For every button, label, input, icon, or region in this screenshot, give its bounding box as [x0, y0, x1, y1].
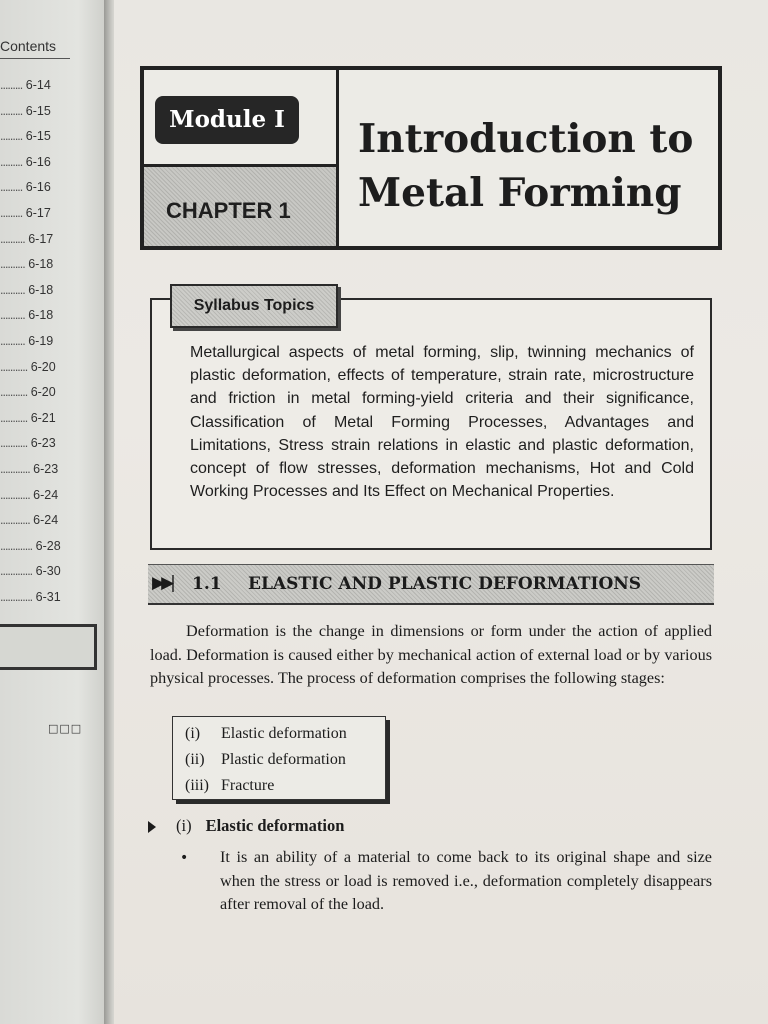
stages-list: [173, 717, 385, 799]
contents-page: [0, 0, 112, 1024]
stages-box: [172, 716, 386, 800]
section-title: ELASTIC AND PLASTIC DEFORMATIONS: [248, 574, 642, 594]
syllabus-tab-label: Syllabus Topics: [193, 297, 315, 314]
stage-label: Plastic deformation: [221, 751, 346, 768]
toc-entry: ............. 6-30: [0, 564, 61, 579]
toc-page-number: 6-18: [28, 257, 54, 272]
toc-list: [0, 78, 100, 615]
toc-entry: .......... 6-19: [0, 333, 54, 348]
toc-page-number: 6-31: [35, 589, 61, 604]
toc-entry: ............. 6-31: [0, 589, 61, 604]
stage-number: (i): [185, 725, 201, 742]
toc-entry: ........... 6-21: [0, 410, 56, 425]
bullet-text: It is an ability of a material to come back to its original shape and size when the stress or load is removed i.e., deformation completely disappears after removal of the load.: [220, 848, 712, 913]
section-arrow-icon: ▶▶|: [152, 573, 172, 593]
chapter-title-line1: Introduction to: [358, 116, 694, 162]
toc-page-number: 6-15: [25, 103, 51, 118]
chapter-title-line2: Metal Forming: [358, 170, 682, 216]
contents-rule: [0, 58, 70, 59]
stage-label: Fracture: [221, 777, 275, 794]
toc-entry: ............ 6-23: [0, 461, 59, 476]
syllabus-tab: [170, 284, 338, 328]
toc-page-number: 6-18: [28, 282, 54, 297]
toc-entry: ......... 6-14: [0, 78, 51, 92]
stage-item: [185, 721, 385, 747]
toc-page-number: 6-24: [33, 513, 59, 528]
section-heading: [148, 564, 714, 605]
toc-entry: ......... 6-16: [0, 154, 51, 169]
toc-entry: ............. 6-28: [0, 538, 61, 553]
toc-page-number: 6-23: [33, 461, 59, 476]
toc-page-number: 6-17: [25, 205, 51, 220]
chapter-page: [114, 0, 768, 1024]
bullet-icon: •: [180, 850, 189, 866]
toc-entry: ........... 6-20: [0, 359, 56, 374]
stage-number: (iii): [185, 777, 209, 794]
toc-page-number: 6-21: [30, 410, 56, 425]
toc-entry: ......... 6-15: [0, 129, 51, 144]
stage-label: Elastic deformation: [221, 725, 347, 742]
toc-page-number: 6-17: [28, 231, 54, 246]
sub-heading: [148, 816, 344, 836]
toc-entry: .......... 6-18: [0, 257, 54, 272]
body-paragraph: Deformation is the change in dimensions or form under the action of applied load. Deformation is caused either by mechanical action of external load or by various physical processes. The process of deformation comprises the following stages:: [150, 622, 712, 687]
toc-page-number: 6-23: [30, 436, 56, 451]
triangle-icon: [148, 821, 156, 833]
toc-page-number: 6-14: [25, 78, 51, 92]
section-number: 1.1: [192, 574, 222, 594]
toc-page-number: 6-24: [33, 487, 59, 502]
toc-page-number: 6-18: [28, 308, 54, 323]
toc-page-number: 6-28: [35, 538, 61, 553]
toc-entry: ........... 6-23: [0, 436, 56, 451]
toc-entry: ............ 6-24: [0, 487, 59, 502]
toc-entry: ............ 6-24: [0, 513, 59, 528]
toc-entry: .......... 6-18: [0, 308, 54, 323]
toc-page-number: 6-15: [25, 129, 51, 144]
module-label: Module I: [155, 96, 299, 144]
sub-heading-title: Elastic deformation: [205, 816, 345, 835]
sub-heading-number: (i): [176, 816, 192, 835]
toc-page-number: 6-19: [28, 333, 54, 348]
toc-page-number: 6-16: [25, 154, 51, 169]
toc-page-number: 6-20: [30, 359, 56, 374]
syllabus-text: Metallurgical aspects of metal forming, slip, twinning mechanics of plastic deformation, effects of temperature, strain rate, microstructure and friction in metal forming-yield criteria and their significance, Classification of Metal Forming Processes, Advantages and Limitations, Stress strain relations in elastic and plastic deformation, concept of flow stresses, deformation mechanisms, Hot and Cold Working Processes and Its Effect on Mechanical Properties.: [190, 344, 694, 501]
chapter-label: CHAPTER 1: [166, 198, 291, 223]
contents-title: Contents: [0, 38, 57, 54]
left-page-box: [0, 624, 97, 670]
stage-item: [185, 773, 385, 799]
toc-entry: .......... 6-17: [0, 231, 54, 246]
toc-entry: ......... 6-17: [0, 205, 51, 220]
chapter-title: [358, 112, 718, 220]
toc-entry: ......... 6-16: [0, 180, 51, 195]
chapter-header-box: [140, 66, 722, 250]
toc-page-number: 6-30: [35, 564, 61, 579]
chapter-header-left: [144, 70, 339, 246]
toc-entry: ........... 6-20: [0, 385, 56, 400]
toc-page-number: 6-16: [25, 180, 51, 195]
toc-entry: ......... 6-15: [0, 103, 51, 118]
end-mark: □□□: [48, 722, 83, 735]
stage-number: (ii): [185, 751, 205, 768]
stage-item: [185, 747, 385, 773]
toc-page-number: 6-20: [30, 385, 56, 400]
toc-entry: .......... 6-18: [0, 282, 54, 297]
